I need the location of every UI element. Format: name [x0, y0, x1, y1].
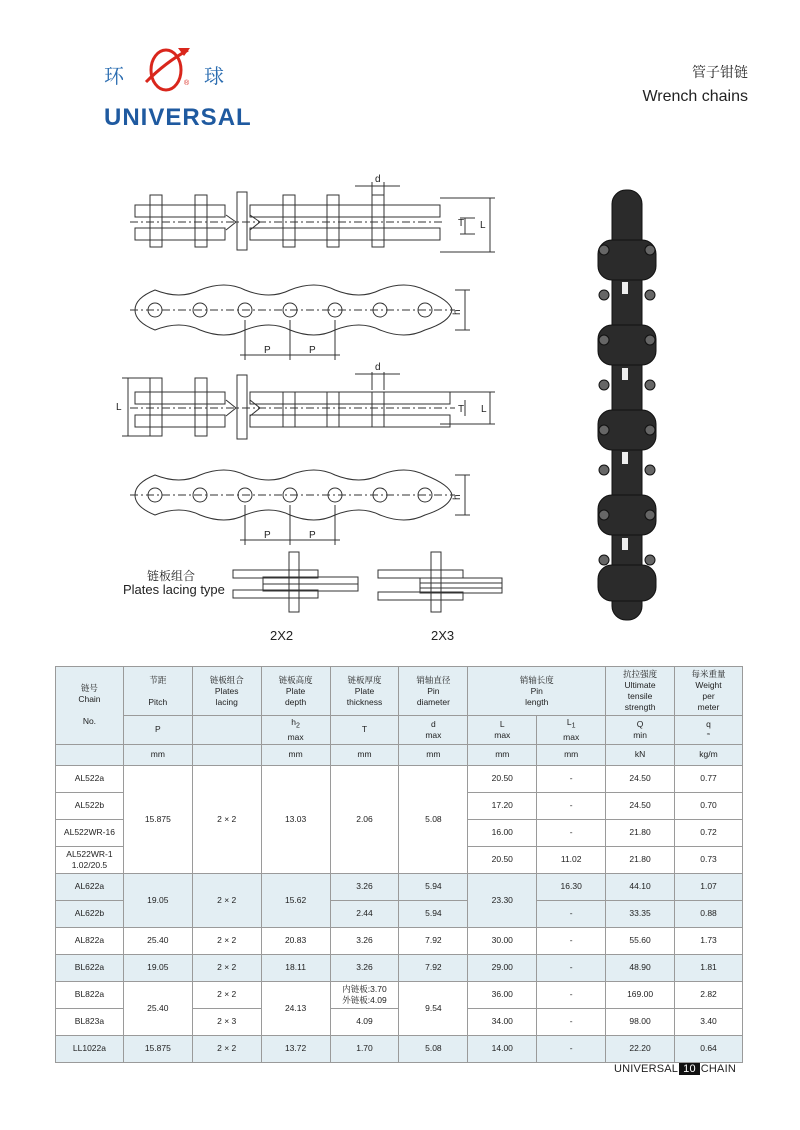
- logo-wordmark: UNIVERSAL: [104, 104, 252, 131]
- sym-pin: d max: [399, 716, 468, 745]
- unit-thickness: mm: [330, 744, 399, 765]
- sym-q: q ≈: [675, 716, 743, 745]
- dim-P-1a: P: [264, 345, 271, 356]
- unit-Q: kN: [606, 744, 675, 765]
- page-number: 10: [679, 1063, 700, 1075]
- dim-P-2a: P: [264, 530, 271, 541]
- chain-technical-drawing: [0, 160, 800, 660]
- sym-Q: Q min: [606, 716, 675, 745]
- table-row: AL622a 19.05 2 × 2 15.62 3.26 5.94 23.30 16.30 44.10 1.07: [56, 873, 743, 900]
- unit-L1: mm: [537, 744, 606, 765]
- sym-L1: $L_1$ max: [537, 716, 606, 745]
- page-title-cn: 管子钳链: [692, 65, 748, 81]
- table-row: BL622a 19.05 2 × 2 18.11 3.26 7.92 29.00 - 48.90 1.81: [56, 954, 743, 981]
- top-view-drawing-1: [130, 182, 495, 252]
- header-depth: 链板高度 Plate depth: [261, 667, 330, 716]
- lacing-2x2-label: 2X2: [270, 628, 294, 643]
- unit-q: kg/m: [675, 744, 743, 765]
- unit-pin: mm: [399, 744, 468, 765]
- sym-L: L max: [468, 716, 537, 745]
- globe-logo-icon: [144, 42, 192, 96]
- dim-L-1: L: [480, 220, 486, 231]
- table-row: BL823a 2 × 3 4.09 34.00 - 98.00 3.40: [56, 1008, 743, 1035]
- header-pin-length: 销轴长度 Pin length: [468, 667, 606, 716]
- dim-h2-2: h: [452, 494, 463, 500]
- table-row: AL522WR-1 1.02/20.5 20.50 11.02 21.80 0.73: [56, 846, 743, 873]
- dim-d-2: d: [375, 362, 381, 373]
- lacing-2x3-label: 2X3: [431, 628, 455, 643]
- universal-logo: [104, 40, 252, 131]
- table-row: AL522b 17.20 - 24.50 0.70: [56, 792, 743, 819]
- logo-cn-right: 球: [204, 64, 226, 88]
- table-row: AL622b 2.44 5.94 - 33.35 0.88: [56, 900, 743, 927]
- wrench-chain-spec-table: [55, 666, 743, 1063]
- header-pitch: 节距 Pitch: [123, 667, 192, 716]
- sym-plates: [192, 716, 261, 745]
- sym-thickness: T: [330, 716, 399, 745]
- unit-pitch: mm: [123, 744, 192, 765]
- header-pin-diameter: 销轴直径 Pin diameter: [399, 667, 468, 716]
- dim-P-2b: P: [309, 530, 316, 541]
- header-thickness: 链板厚度 Plate thickness: [330, 667, 399, 716]
- sym-depth: $h_2$ max: [261, 716, 330, 745]
- dim-h2-1: h: [452, 309, 463, 315]
- dim-T-1: T: [458, 218, 465, 229]
- header-weight: 每米重量 Weight per meter: [675, 667, 743, 716]
- unit-plates: [192, 744, 261, 765]
- dim-L1: L: [481, 404, 487, 415]
- logo-cn-left: 环: [104, 64, 126, 88]
- lacing-2x2-drawing: [233, 552, 358, 612]
- table-row: LL1022a 15.875 2 × 2 13.72 1.70 5.08 14.00 - 22.20 0.64: [56, 1035, 743, 1062]
- side-view-drawing-4: [130, 470, 470, 545]
- table-row: AL822a 25.40 2 × 2 20.83 3.26 7.92 30.00 - 55.60 1.73: [56, 927, 743, 954]
- page-title-en: Wrench chains: [642, 88, 748, 105]
- table-row: AL522WR-16 16.00 - 21.80 0.72: [56, 819, 743, 846]
- dim-L-2: L: [116, 402, 122, 413]
- side-view-drawing-2: [130, 285, 470, 360]
- footer-section: CHAIN: [700, 1063, 736, 1075]
- dim-T-2: T: [458, 404, 465, 415]
- table-row: AL522a 15.875 2 × 2 13.03 2.06 5.08 20.50 - 24.50 0.77: [56, 765, 743, 792]
- unit-chain: [56, 744, 124, 765]
- header-chain: 链号 Chain No.: [56, 667, 124, 745]
- table-row: BL822a 25.40 2 × 2 24.13 内链板:3.70 外链板:4.09 9.54 36.00 - 169.00 2.82: [56, 981, 743, 1008]
- wrench-chain-photo: [598, 190, 656, 620]
- top-view-drawing-3: [122, 372, 495, 439]
- sym-pitch: P: [123, 716, 192, 745]
- lacing-2x3-drawing: [378, 552, 502, 612]
- header-strength: 抗拉强度 Ultimate tensile strength: [606, 667, 675, 716]
- header-plates: 链板组合 Plates lacing: [192, 667, 261, 716]
- page-footer: [614, 1063, 736, 1075]
- registered-mark: ®: [184, 80, 190, 87]
- dim-P-1b: P: [309, 345, 316, 356]
- lacing-title-cn: 链板组合: [147, 569, 196, 583]
- dim-d-1: d: [375, 174, 381, 185]
- unit-depth: mm: [261, 744, 330, 765]
- lacing-title-en: Plates lacing type: [123, 582, 225, 597]
- footer-brand: UNIVERSAL: [613, 1063, 679, 1075]
- unit-L: mm: [468, 744, 537, 765]
